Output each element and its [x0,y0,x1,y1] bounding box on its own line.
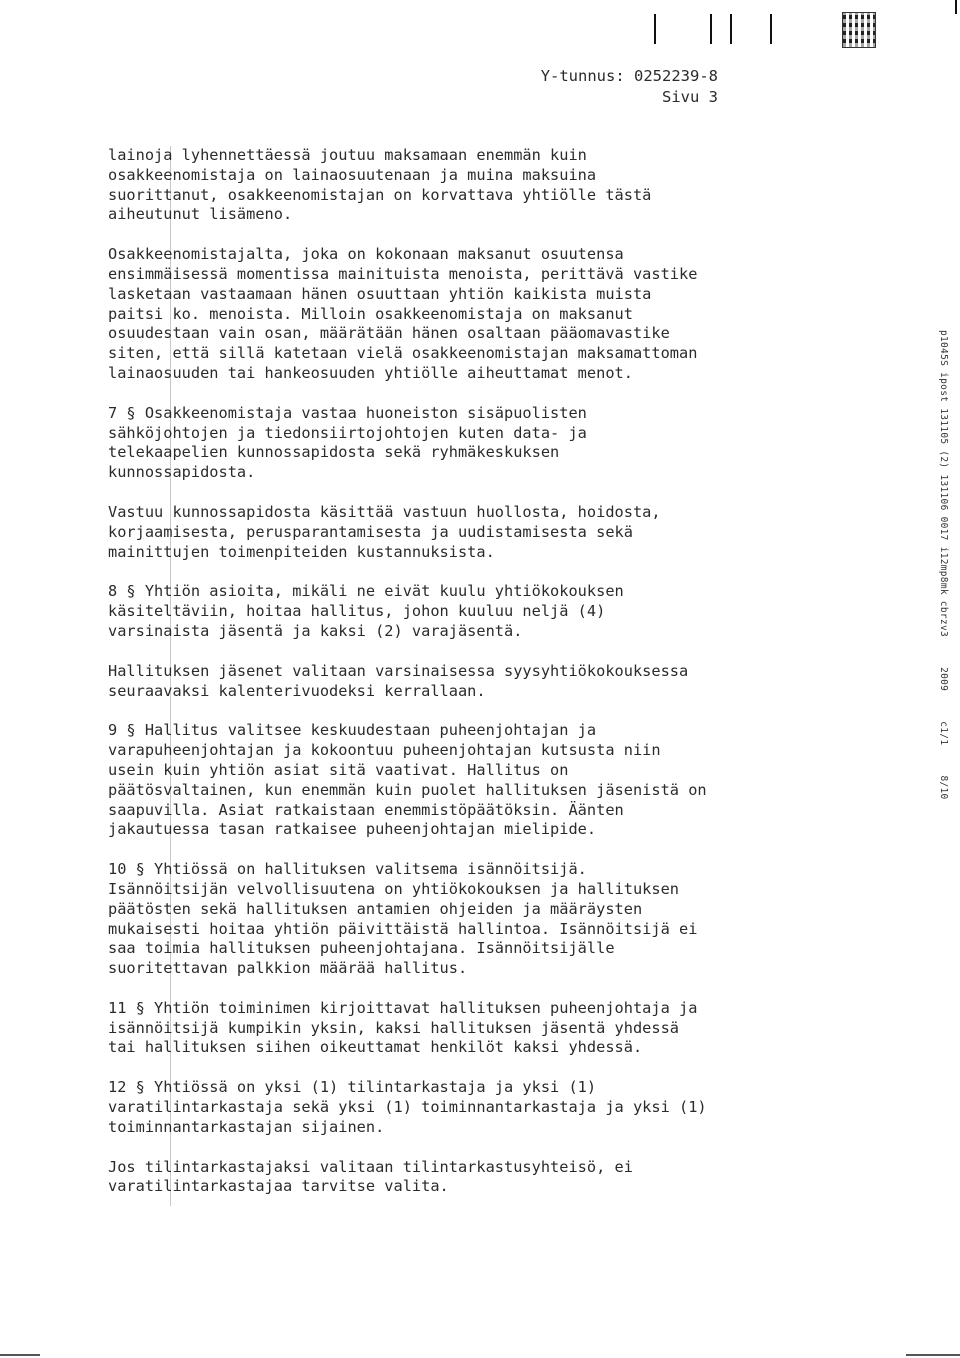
text-line: korjaamisesta, perusparantamisesta ja uudistamisesta sekä [108,522,633,541]
side-stamp: p1045S ipost 131105 (2) 131106 0017 i12mp8mk cbrzv3 2009 c1/1 8/10 [938,330,949,800]
paragraph [108,999,728,1058]
text-line: sähköjohtojen ja tiedonsiirtojohtojen kuten data- ja [108,423,587,442]
document-body [108,146,728,1217]
text-line: päätösten sekä hallituksen antamien ohjeiden ja määräysten [108,899,643,918]
text-line: 7 § Osakkeenomistaja vastaa huoneiston sisäpuolisten [108,403,587,422]
text-line: päätösvaltainen, kun enemmän kuin puolet hallituksen jäsenistä on [108,780,707,799]
text-line: varatilintarkastajaa tarvitse valita. [108,1177,449,1196]
text-line: 9 § Hallitus valitsee keskuudestaan puheenjohtajan ja [108,721,597,740]
text-line: varsinaista jäsentä ja kaksi (2) varajäsentä. [108,621,523,640]
scan-bar [710,14,712,44]
text-line: paitsi ko. menoista. Milloin osakkeenomistaja on maksanut [108,304,633,323]
paragraph [108,582,728,641]
business-id: Y-tunnus: 0252239-8 [540,67,718,85]
text-line: käsiteltäviin, hoitaa hallitus, johon kuuluu neljä (4) [108,602,606,621]
text-line: isännöitsijä kumpikin yksin, kaksi hallituksen jäsentä yhdessä [108,1018,679,1037]
text-line: lainoja lyhennettäessä joutuu maksamaan enemmän kuin [108,146,587,164]
bottom-edge-mark [0,1354,40,1356]
paragraph [108,721,728,840]
text-line: osuudestaan vain osan, määrätään hänen osaltaan pääomavastike [108,324,670,343]
text-line: Osakkeenomistajalta, joka on kokonaan maksanut osuutensa [108,245,624,264]
paragraph [108,860,728,979]
paragraph [108,146,728,225]
scan-bar [770,14,772,44]
text-line: siten, että sillä katetaan vielä osakkeenomistajan maksamattoman [108,344,698,363]
text-line: mainittujen toimenpiteiden kustannuksista. [108,542,495,561]
text-line: varatilintarkastaja sekä yksi (1) toiminnantarkastaja ja yksi (1) [108,1098,707,1117]
text-line: 10 § Yhtiössä on hallituksen valitsema isännöitsijä. [108,860,587,879]
paragraph [108,662,728,702]
scan-bar [654,14,656,44]
paragraph [108,503,728,562]
text-line: suorittanut, osakkeenomistajan on korvattava yhtiölle tästä [108,185,652,204]
text-line: tai hallituksen siihen oikeuttamat henkilöt kaksi yhdessä. [108,1038,643,1057]
text-line: telekaapelien kunnossapidosta sekä ryhmäkeskuksen [108,443,560,462]
text-line: lasketaan vastaamaan hänen osuuttaan yhtiön kaikista muista [108,284,652,303]
text-line: 12 § Yhtiössä on yksi (1) tilintarkastaja ja yksi (1) [108,1078,597,1097]
text-line: lainaosuuden tai hankeosuuden yhtiölle aiheuttamat menot. [108,363,633,382]
page-number: Sivu 3 [662,88,718,106]
text-line: osakkeenomistaja on lainaosuutenaan ja muina maksuina [108,165,597,184]
text-line: Hallituksen jäsenet valitaan varsinaisessa syysyhtiökokouksessa [108,661,689,680]
text-line: jakautuessa tasan ratkaisee puheenjohtajan mielipide. [108,820,597,839]
paragraph [108,245,728,384]
text-line: saa toimia hallituksen puheenjohtajana. Isännöitsijälle [108,939,615,958]
text-line: varapuheenjohtajan ja kokoontuu puheenjohtajan kutsusta niin [108,741,661,760]
paragraph [108,404,728,483]
text-line: Jos tilintarkastajaksi valitaan tilintarkastusyhteisö, ei [108,1157,633,1176]
text-line: Vastuu kunnossapidosta käsittää vastuun huollosta, hoidosta, [108,502,661,521]
text-line: saapuvilla. Asiat ratkaistaan enemmistöpäätöksin. Äänten [108,800,624,819]
text-line: 11 § Yhtiön toiminimen kirjoittavat hallituksen puheenjohtaja ja [108,998,698,1017]
text-line: suoritettavan palkkion määrää hallitus. [108,959,468,978]
datamatrix-code [842,12,876,48]
scan-bar [730,14,732,44]
paragraph [108,1078,728,1137]
text-line: seuraavaksi kalenterivuodeksi kerrallaan. [108,681,486,700]
text-line: ensimmäisessä momentissa mainituista menoista, perittävä vastike [108,264,698,283]
text-line: mukaisesti hoitaa yhtiön päivittäistä hallintoa. Isännöitsijä ei [108,919,698,938]
text-line: Isännöitsijän velvollisuutena on yhtiökokouksen ja hallituksen [108,879,679,898]
page-header [520,66,718,108]
paragraph [108,1158,728,1198]
text-line: aiheutunut lisämeno. [108,205,293,224]
bottom-edge-mark [906,1354,960,1356]
text-line: 8 § Yhtiön asioita, mikäli ne eivät kuulu yhtiökokouksen [108,582,624,601]
edge-mark [955,0,957,14]
text-line: kunnossapidosta. [108,463,256,482]
text-line: usein kuin yhtiön asiat sitä vaativat. Hallitus on [108,760,569,779]
text-line: toiminnantarkastajan sijainen. [108,1117,385,1136]
